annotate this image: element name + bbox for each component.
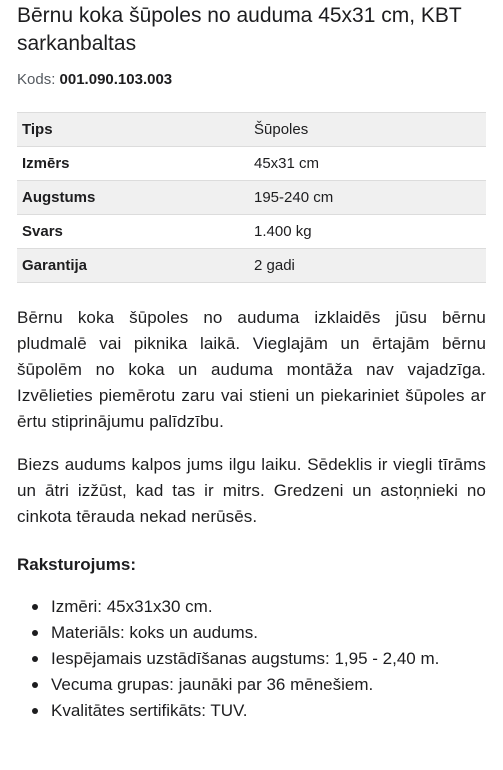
table-row bbox=[17, 113, 486, 147]
list-item: Iespējamais uzstādīšanas augstums: 1,95 - 2,40 m. bbox=[35, 646, 486, 672]
product-code-value: 001.090.103.003 bbox=[59, 71, 173, 88]
features-list bbox=[17, 594, 486, 724]
product-page bbox=[0, 2, 503, 724]
list-item: Vecuma grupas: jaunāki par 36 mēnešiem. bbox=[35, 672, 486, 698]
spec-label: Augstums bbox=[17, 181, 249, 215]
table-row bbox=[17, 215, 486, 249]
spec-label: Svars bbox=[17, 215, 249, 249]
specs-table bbox=[17, 112, 486, 283]
spec-label: Izmērs bbox=[17, 147, 249, 181]
spec-value: 45x31 cm bbox=[249, 147, 486, 181]
product-code-label: Kods: bbox=[17, 71, 56, 88]
product-code bbox=[17, 70, 486, 90]
spec-value: 195-240 cm bbox=[249, 181, 486, 215]
spec-value: 1.400 kg bbox=[249, 215, 486, 249]
spec-label: Tips bbox=[17, 113, 249, 147]
list-item: Materiāls: koks un audums. bbox=[35, 620, 486, 646]
features-heading: Raksturojums: bbox=[17, 555, 137, 574]
spec-value: Šūpoles bbox=[249, 113, 486, 147]
list-item: Izmēri: 45x31x30 cm. bbox=[35, 594, 486, 620]
description-paragraph: Bērnu koka šūpoles no auduma izklaidēs jūsu bērnu pludmalē vai piknika laikā. Vieglajām un ērtajām bērnu šūpolēm no koka un auduma montāža nav vajadzīga. Izvēlieties piemērotu zaru vai stieni un piekariniet šūpoles ar ērtu stiprinājumu palīdzību. bbox=[17, 308, 486, 431]
spec-label: Garantija bbox=[17, 249, 249, 283]
product-title: Bērnu koka šūpoles no auduma 45x31 cm, KBT sarkanbaltas bbox=[17, 4, 462, 55]
table-row bbox=[17, 181, 486, 215]
list-item: Kvalitātes sertifikāts: TUV. bbox=[35, 698, 486, 724]
spec-value: 2 gadi bbox=[249, 249, 486, 283]
table-row bbox=[17, 249, 486, 283]
table-row bbox=[17, 147, 486, 181]
description-paragraph: Biezs audums kalpos jums ilgu laiku. Sēdeklis ir viegli tīrāms un ātri izžūst, kad tas ir mitrs. Gredzeni un astoņnieki no cinkota tērauda nekad nerūsēs. bbox=[17, 455, 486, 526]
